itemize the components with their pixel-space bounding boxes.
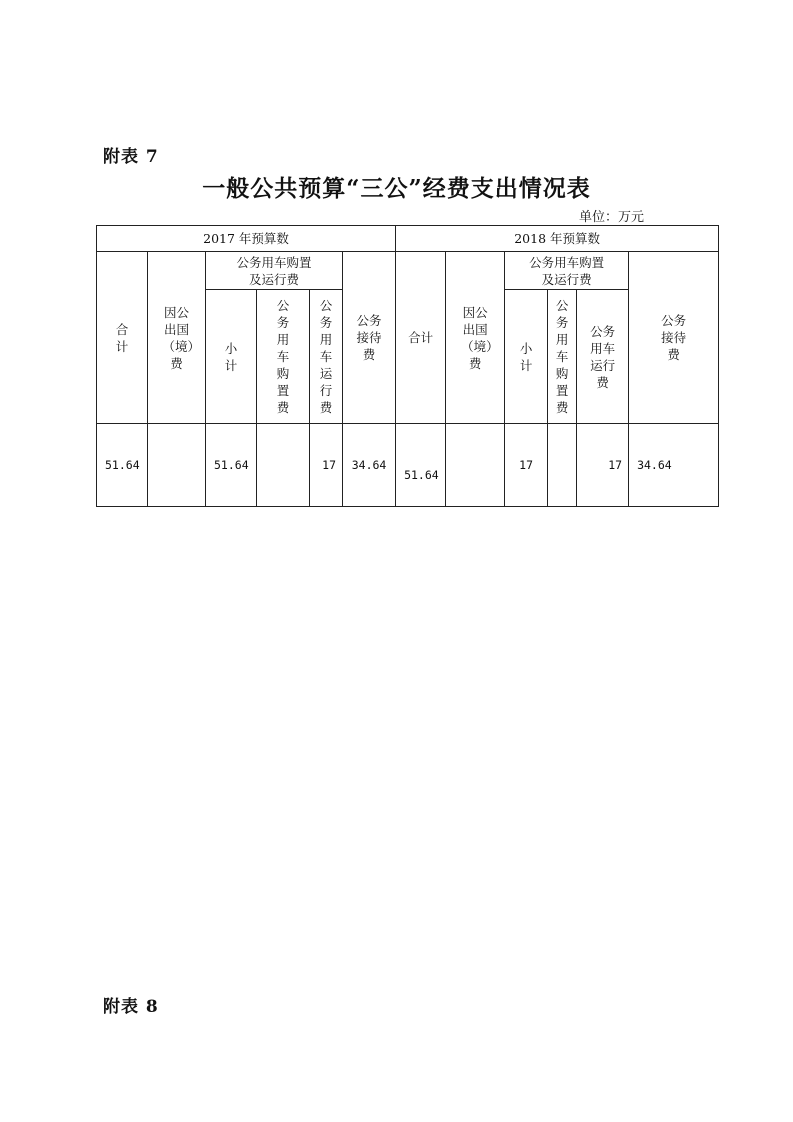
category-header-row	[97, 252, 719, 290]
cell-vehicle-purchase-2018	[548, 424, 577, 507]
cell-subtotal-2018: 17	[505, 424, 548, 507]
attachment-7-label: 附表 7	[103, 147, 159, 167]
cell-subtotal-2017: 51.64	[206, 424, 257, 507]
header-2018-budget: 2018 年预算数	[396, 226, 719, 252]
header-reception-2017: 公务接待费	[343, 252, 396, 424]
cell-vehicle-operation-2017: 17	[310, 424, 343, 507]
cell-total-2017: 51.64	[97, 424, 148, 507]
three-public-expenses-table	[96, 225, 719, 507]
table-row	[97, 424, 719, 507]
cell-total-2018: 51.64	[396, 424, 446, 507]
header-vehicle-operation-2018: 公务用车运行费	[577, 290, 629, 424]
unit-label: 单位：万元	[579, 210, 645, 225]
page-title: 一般公共预算“三公”经费支出情况表	[202, 175, 591, 202]
header-reception-2018: 公务接待费	[629, 252, 719, 424]
header-abroad-2017: 因公出国（境）费	[148, 252, 206, 424]
attachment-8-label: 附表 8	[103, 997, 159, 1017]
cell-reception-2017: 34.64	[343, 424, 396, 507]
year-header-row	[97, 226, 719, 252]
header-subtotal-2017: 小计	[206, 290, 257, 424]
header-2017-budget: 2017 年预算数	[97, 226, 396, 252]
header-total-2017: 合计	[97, 252, 148, 424]
cell-abroad-2018	[446, 424, 505, 507]
header-vehicle-group-2017: 公务用车购置及运行费	[206, 252, 343, 290]
header-vehicle-purchase-2017: 公务用车购置费	[257, 290, 310, 424]
cell-reception-2018: 34.64	[629, 424, 719, 507]
cell-vehicle-purchase-2017	[257, 424, 310, 507]
header-abroad-2018: 因公出国（境）费	[446, 252, 505, 424]
header-total-2018: 合计	[396, 252, 446, 424]
header-vehicle-purchase-2018: 公务用车购置费	[548, 290, 577, 424]
header-vehicle-operation-2017: 公务用车运行费	[310, 290, 343, 424]
header-vehicle-group-2018: 公务用车购置及运行费	[505, 252, 629, 290]
cell-vehicle-operation-2018: 17	[577, 424, 629, 507]
cell-abroad-2017	[148, 424, 206, 507]
header-subtotal-2018: 小计	[505, 290, 548, 424]
